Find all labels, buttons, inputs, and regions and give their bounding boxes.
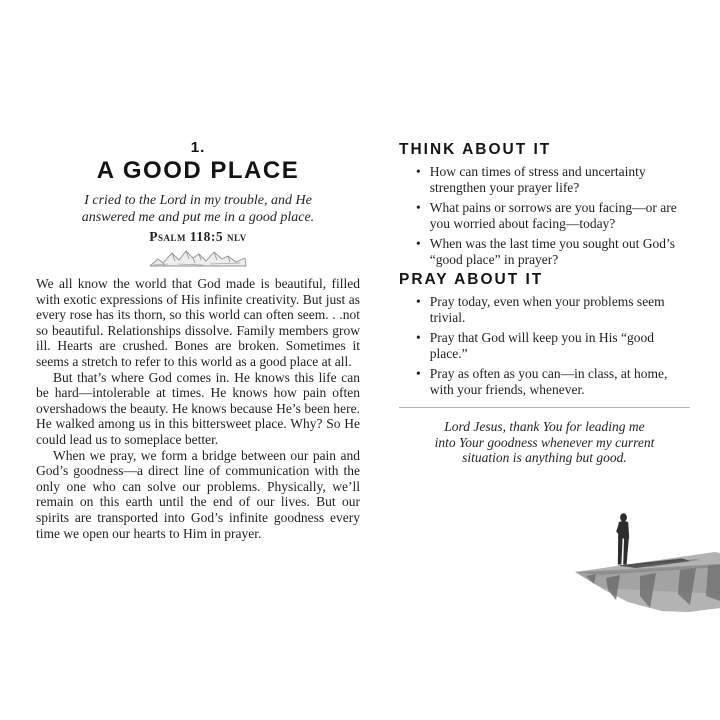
list-item [416,236,690,267]
body-paragraph: But that’s where God comes in. He knows this life can be hard—intolerable at times. He knows how pain often overshadows the beauty. He knows because He’s been here. He walked among us in this bittersweet place. Why? So He could lead us to someplace better. [36,369,360,447]
left-page-column [36,140,360,541]
pray-about-it-section [399,272,690,397]
bullet-icon: • [416,294,421,309]
prayer-line: Lord Jesus, thank You for leading me [444,419,645,434]
epigraph-line: I cried to the Lord in my trouble, and He [84,193,312,208]
list-item [416,366,690,397]
pray-about-it-heading: PRAY ABOUT IT [399,271,544,288]
chapter-number: 1. [190,139,206,156]
body-paragraph: We all know the world that God made is beautiful, filled with exotic expressions of His infinite creativity. But just as every rose has its thorn, so this world can often seem. . .not so beautiful. Relationships dissolve. Family members grow ill. Hearts are crushed. Bones are broken. Sometimes it seems a stretch to refer to this world as a good place at all. [36,276,360,369]
list-item [416,200,690,231]
list-item [416,294,690,325]
epigraph-line: answered me and put me in a good place. [81,209,315,225]
bullet-icon: • [416,366,421,381]
prayer-line: situation is anything but good. [462,450,627,465]
mountain-range-sketch-icon [36,247,360,269]
list-item [416,330,690,361]
mountain-range-sketch-icon [148,247,248,269]
bullet-icon: • [416,200,421,215]
scripture-reference: Psalm 118:5 nlv [149,229,247,244]
section-divider [399,407,690,408]
think-about-it-heading: THINK ABOUT IT [399,141,552,158]
cliff-figure-illustration [570,508,720,618]
chapter-body-text [36,276,360,541]
list-item-text: Pray that God will keep you in His “good place.” [429,330,654,361]
list-item [416,164,690,195]
think-about-it-list [399,164,690,267]
chapter-title: A GOOD PLACE [96,157,300,184]
body-paragraph: When we pray, we form a bridge between our pain and God’s goodness—a direct line of communication with the only one who can solve our problems. Physically, we’ll remain on this earth until the end of our lives. But our spirits are transported into God’s infinite goodness every time we open our hearts to Him in prayer. [36,447,360,541]
bullet-icon: • [416,330,421,345]
closing-prayer [399,419,690,466]
list-item-text: What pains or sorrows are you facing—or are you worried about facing—today? [429,200,677,231]
right-page-column [399,142,690,466]
person-silhouette-icon [616,513,629,564]
scripture-epigraph [36,193,360,226]
bullet-icon: • [416,236,421,251]
prayer-line: into Your goodness whenever my current [434,434,655,450]
list-item-text: When was the last time you sought out God’s “good place” in prayer? [429,236,675,267]
list-item-text: Pray today, even when your problems seem trivial. [429,294,665,325]
list-item-text: How can times of stress and uncertainty strengthen your prayer life? [429,164,646,195]
bullet-icon: • [416,164,421,179]
list-item-text: Pray as often as you can—in class, at home, with your friends, whenever. [429,366,668,397]
pray-about-it-list [399,294,690,397]
person-on-cliff-illustration [570,508,720,618]
